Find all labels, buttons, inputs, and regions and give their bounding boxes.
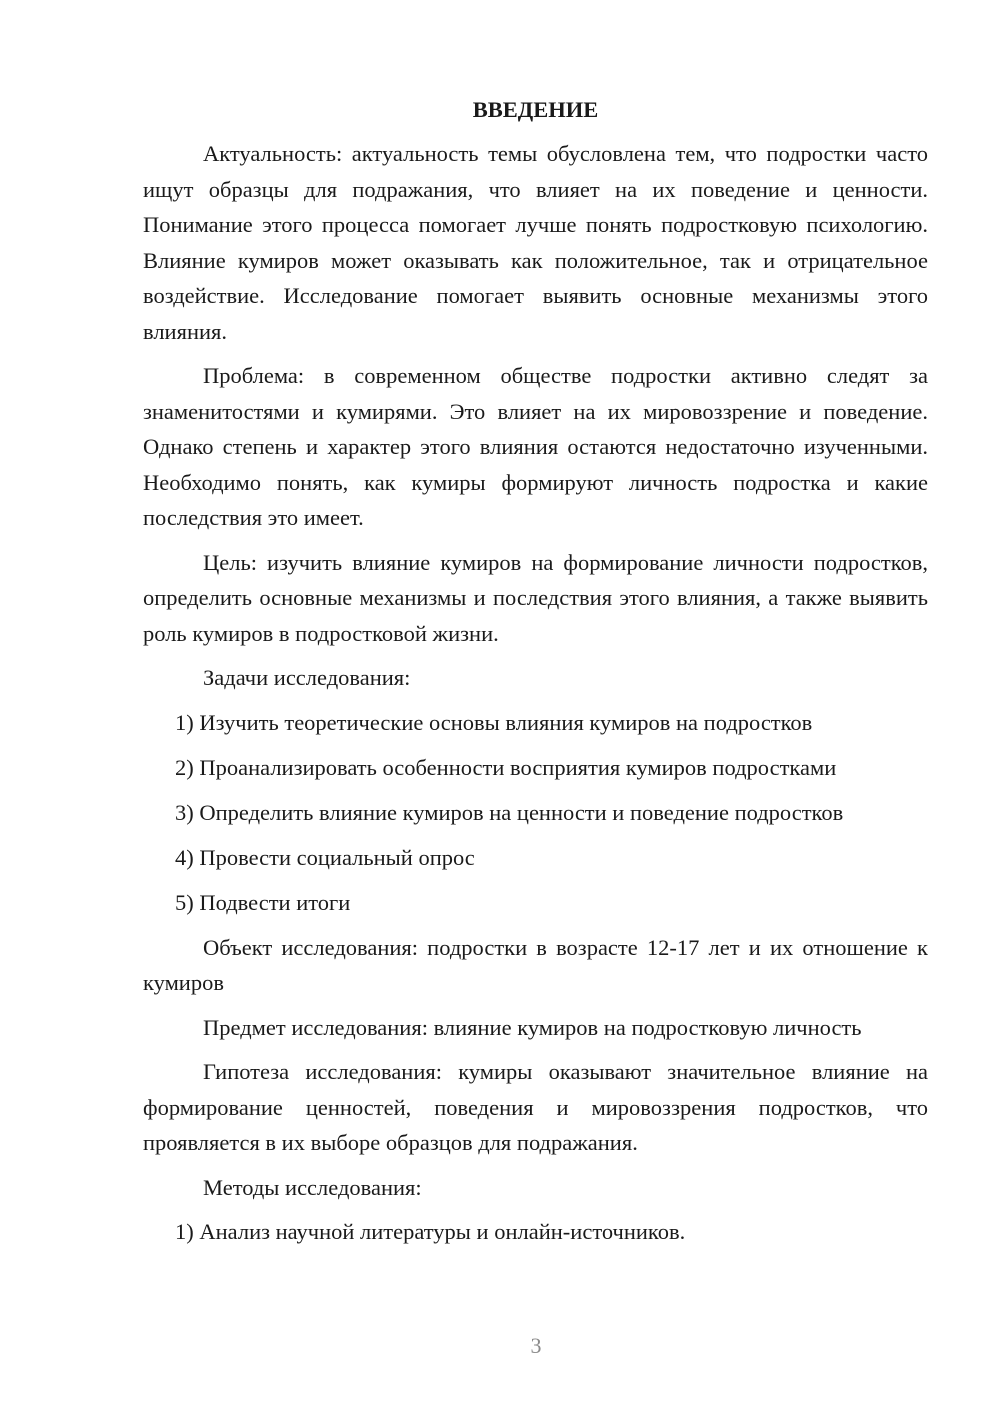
goal-paragraph: Цель: изучить влияние кумиров на формирование личности подростков, определить основные механизмы и последствия этого влияния, а также выявить роль кумиров в подростковой жизни. [143,549,928,646]
document-page [143,90,928,1259]
list-item: 3) Определить влияние кумиров на ценности и поведение подростков [175,799,844,825]
list-item: 1) Анализ научной литературы и онлайн-источников. [175,1219,686,1244]
tasks-list [143,705,928,921]
object-paragraph: Объект исследования: подростки в возрасте 12-17 лет и их отношение к кумиров [143,934,928,995]
page-number: 3 [530,1333,542,1358]
list-item: 5) Подвести итоги [175,889,351,915]
list-item: 4) Провести социальный опрос [175,844,475,870]
relevance-paragraph: Актуальность: актуальность темы обусловлена тем, что подростки часто ищут образцы для подражания, что влияет на их поведение и ценности. Понимание этого процесса помогает лучше понять подростковую психологию. Влияние кумиров может оказывать как положительное, так и отрицательное воздействие. Исследование помогает выявить основные механизмы этого влияния. [143,141,928,344]
methods-list [143,1214,928,1250]
methods-heading: Методы исследования: [203,1174,422,1200]
subject-paragraph: Предмет исследования: влияние кумиров на подростковую личность [203,1014,862,1040]
section-title: ВВЕДЕНИЕ [472,97,599,122]
problem-paragraph: Проблема: в современном обществе подростки активно следят за знаменитостями и кумирями. Это влияет на их мировоззрение и поведение. Однако степень и характер этого влияния остаются недостаточно изученными. Необходимо понять, как кумиры формируют личность подростка и какие последствия это имеет. [143,363,928,530]
list-item: 1) Изучить теоретические основы влияния кумиров на подростков [175,709,813,735]
hypothesis-paragraph: Гипотеза исследования: кумиры оказывают значительное влияние на формирование ценностей, поведения и мировоззрения подростков, что проявляется в их выборе образцов для подражания. [143,1059,928,1155]
list-item: 2) Проанализировать особенности восприятия кумиров подростками [175,754,837,780]
tasks-heading: Задачи исследования: [203,665,411,690]
